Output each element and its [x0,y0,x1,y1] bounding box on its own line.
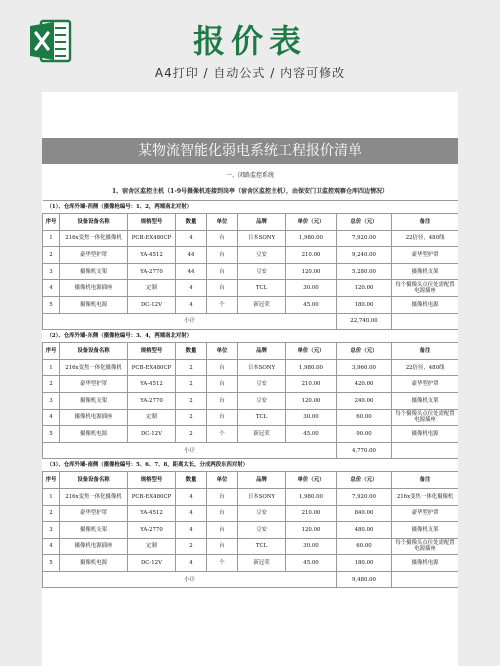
table-cell[interactable]: 台 [207,505,238,522]
table-cell[interactable]: 豪华型护罩 [392,247,459,264]
column-header[interactable]: 设备设备名称 [60,214,128,231]
table-cell[interactable]: 台 [207,538,238,555]
table-cell[interactable]: 1 [43,230,60,247]
column-header[interactable]: 数量 [176,343,207,360]
table-cell[interactable]: 台 [207,488,238,505]
column-header[interactable]: 单位 [207,472,238,489]
table-cell[interactable]: 台 [207,392,238,409]
table-row [43,296,459,313]
table-row [43,376,459,393]
column-header[interactable]: 序号 [43,472,60,489]
table-cell[interactable]: 9,240.00 [337,247,392,264]
table-cell[interactable]: PCB-EX480CP [128,488,176,505]
table-cell[interactable]: 5 [43,426,60,443]
table-cell[interactable]: 3,960.00 [337,359,392,376]
table-cell[interactable]: 4 [176,280,207,297]
table-cell[interactable]: 摄像机电源 [392,426,459,443]
table-cell[interactable]: 2 [176,538,207,555]
table-cell[interactable]: 摄像机支架 [60,392,128,409]
column-header[interactable]: 规格型号 [128,214,176,231]
table-cell[interactable]: 摄像机电源 [392,555,459,572]
table-cell[interactable]: 1,980.00 [286,488,337,505]
column-header[interactable]: 单价（元） [286,343,337,360]
table-cell[interactable]: 5 [43,555,60,572]
table-cell[interactable]: DC-12V [128,555,176,572]
table-cell[interactable]: 2 [176,359,207,376]
table-cell[interactable]: 4 [176,522,207,539]
group-title[interactable]: （1）、仓库外墙-西侧（摄像枪编号：1、2，两端南北对射） [43,201,459,214]
table-cell[interactable]: 216x变焦一体化摄像机 [60,488,128,505]
table-cell[interactable]: YA-2770 [128,392,176,409]
column-header[interactable]: 单价（元） [286,214,337,231]
quote-table [42,200,458,588]
table-cell[interactable]: 30.00 [286,280,337,297]
table-cell[interactable]: 7,920.00 [337,488,392,505]
column-header-row [43,214,459,231]
table-cell[interactable]: 日本SONY [238,230,286,247]
table-cell[interactable]: 4 [176,488,207,505]
table-cell[interactable]: 45.00 [286,426,337,443]
table-cell[interactable]: 豪华型护罩 [60,376,128,393]
table-cell[interactable]: 120.00 [286,263,337,280]
column-header[interactable]: 序号 [43,214,60,231]
table-cell[interactable]: 新冠荣 [238,555,286,572]
table-cell[interactable]: 216x变焦一体化摄像机 [392,488,459,505]
table-row [43,359,459,376]
column-header-row [43,343,459,360]
table-cell[interactable]: 每个摄像头点位处需配置电源插座 [392,538,459,555]
column-header[interactable]: 备注 [392,343,459,360]
page-subtitle: A4打印 / 自动公式 / 内容可修改 [154,66,346,80]
table-cell[interactable]: 摄像机支架 [392,263,459,280]
column-header[interactable]: 规格型号 [128,472,176,489]
table-cell[interactable]: 480.00 [337,522,392,539]
table-cell[interactable]: 个 [207,555,238,572]
table-cell[interactable]: TCL [238,538,286,555]
table-cell[interactable]: 45.00 [286,555,337,572]
table-cell[interactable]: 摄像机电源插座 [60,280,128,297]
table-row [43,247,459,264]
table-cell[interactable]: YA-4512 [128,247,176,264]
table-cell[interactable]: TCL [238,280,286,297]
group-title-row [43,201,459,214]
table-cell[interactable]: 216x变焦一体化摄像机 [60,230,128,247]
table-cell[interactable]: 3 [43,263,60,280]
group-title[interactable]: （3）、仓库外墙-南侧（摄像枪编号：5、6、7、8，距离太长，分成两段东西对射） [43,459,459,472]
table-cell[interactable]: 1 [43,488,60,505]
table-cell[interactable]: 120.00 [286,392,337,409]
table-cell[interactable]: 60.00 [337,538,392,555]
table-cell[interactable]: 豪华型护罩 [392,505,459,522]
table-cell[interactable]: 1 [43,359,60,376]
table-cell[interactable]: 定制 [128,409,176,426]
subtotal-value[interactable]: 9,480.00 [337,571,392,588]
table-cell[interactable]: 4 [176,555,207,572]
table-cell[interactable]: 台 [207,359,238,376]
table-cell[interactable]: 3 [43,522,60,539]
table-row [43,505,459,522]
table-cell[interactable]: 定制 [128,538,176,555]
table-cell[interactable]: 豪华型护罩 [60,247,128,264]
table-cell[interactable]: 台 [207,522,238,539]
table-cell[interactable]: 摄像机电源 [60,555,128,572]
column-header[interactable]: 品牌 [238,214,286,231]
table-cell[interactable]: 210.00 [286,247,337,264]
table-cell[interactable]: 摄像机支架 [60,263,128,280]
table-row [43,280,459,297]
table-cell[interactable]: TCL [238,409,286,426]
table-cell[interactable]: 4 [43,409,60,426]
spreadsheet-sheet [42,92,458,666]
column-header[interactable]: 设备设备名称 [60,472,128,489]
table-cell[interactable]: 120.00 [337,280,392,297]
table-cell[interactable]: 2 [176,376,207,393]
table-cell[interactable]: 22倍径，480线 [392,359,459,376]
table-cell[interactable]: 新冠荣 [238,426,286,443]
table-cell[interactable]: 840.00 [337,505,392,522]
table-cell[interactable]: 90.00 [337,426,392,443]
table-cell[interactable]: 420.00 [337,376,392,393]
subtotal-value[interactable]: 4,770.00 [337,442,392,459]
subtotal-value[interactable]: 22,740.00 [337,313,392,330]
table-cell[interactable]: 7,920.00 [337,230,392,247]
subtotal-label[interactable]: 小计 [43,313,337,330]
table-cell[interactable]: 摄像机电源 [60,426,128,443]
table-cell[interactable]: 个 [207,426,238,443]
table-cell[interactable]: 2 [176,426,207,443]
column-header[interactable]: 总价（元） [337,472,392,489]
table-cell[interactable]: 定制 [128,280,176,297]
table-cell[interactable]: 30.00 [286,538,337,555]
section-title: 一、闭路监控系统 [225,172,274,179]
table-cell[interactable]: YA-4512 [128,505,176,522]
table-cell[interactable]: 台 [207,263,238,280]
table-cell[interactable]: 2 [43,247,60,264]
table-cell[interactable]: 摄像机电源 [60,296,128,313]
table-cell[interactable]: 45.00 [286,296,337,313]
table-row [43,263,459,280]
table-cell[interactable]: 摄像机支架 [392,522,459,539]
column-header[interactable]: 总价（元） [337,343,392,360]
table-cell[interactable]: YA-2770 [128,263,176,280]
table-cell[interactable]: 2 [43,376,60,393]
table-cell[interactable]: 180.00 [337,555,392,572]
table-cell[interactable]: 4 [43,280,60,297]
table-cell[interactable]: 台 [207,230,238,247]
column-header[interactable]: 设备设备名称 [60,343,128,360]
table-cell[interactable]: 4 [176,296,207,313]
table-cell[interactable]: 豆安 [238,505,286,522]
subtotal-label[interactable]: 小计 [43,571,337,588]
column-header[interactable]: 单位 [207,343,238,360]
table-cell[interactable]: 216x变焦一体化摄像机 [60,359,128,376]
table-cell[interactable]: YA-4512 [128,376,176,393]
column-header[interactable]: 品牌 [238,472,286,489]
table-cell[interactable]: 日本SONY [238,359,286,376]
column-header[interactable]: 数量 [176,214,207,231]
subtotal-label[interactable]: 小计 [43,442,337,459]
preview-header [0,0,500,92]
column-header[interactable]: 总价（元） [337,214,392,231]
table-cell[interactable]: 个 [207,296,238,313]
table-cell[interactable]: PCB-EX480CP [128,230,176,247]
table-cell[interactable]: 3 [43,392,60,409]
subtotal-row [43,442,459,459]
subsection-title: 1、宿舍区监控主机（1-9号摄像机连接到岗亭（宿舍区监控主机），由保安门卫监控观察仓库四边情况） [111,188,389,195]
table-cell[interactable]: YA-2770 [128,522,176,539]
table-row [43,230,459,247]
quote-banner: 某物流智能化弱电系统工程报价清单 [42,138,458,164]
table-row [43,392,459,409]
table-cell[interactable]: 豆安 [238,392,286,409]
table-row [43,522,459,539]
table-cell[interactable]: 摄像机电源插座 [60,538,128,555]
table-cell[interactable]: 210.00 [286,505,337,522]
column-header[interactable]: 规格型号 [128,343,176,360]
column-header[interactable]: 品牌 [238,343,286,360]
table-cell[interactable]: 1,980.00 [286,359,337,376]
table-cell[interactable]: 240.00 [337,392,392,409]
table-cell[interactable]: 台 [207,280,238,297]
table-cell[interactable]: 2 [176,409,207,426]
table-cell[interactable]: 210.00 [286,376,337,393]
group-title-row [43,330,459,343]
table-cell[interactable]: 180.00 [337,296,392,313]
subtotal-note[interactable] [392,571,459,588]
table-cell[interactable]: 4 [43,538,60,555]
table-cell[interactable]: 豆安 [238,247,286,264]
table-cell[interactable]: DC-12V [128,296,176,313]
table-cell[interactable]: 台 [207,376,238,393]
table-cell[interactable]: 每个摄像头点位处需配置电源插座 [392,409,459,426]
table-cell[interactable]: 120.00 [286,522,337,539]
column-header[interactable]: 备注 [392,214,459,231]
table-cell[interactable]: DC-12V [128,426,176,443]
group-title[interactable]: （2）、仓库外墙-东侧（摄像枪编号：3、4，两端南北对射） [43,330,459,343]
subtotal-row [43,313,459,330]
table-cell[interactable]: 30.00 [286,409,337,426]
table-cell[interactable]: 5 [43,296,60,313]
column-header[interactable]: 单价（元） [286,472,337,489]
subtotal-row [43,571,459,588]
table-cell[interactable]: 豆安 [238,376,286,393]
table-row [43,538,459,555]
table-cell[interactable]: 台 [207,409,238,426]
table-cell[interactable]: 44 [176,263,207,280]
table-cell[interactable]: 豪华型护罩 [60,505,128,522]
table-row [43,409,459,426]
table-row [43,555,459,572]
table-cell[interactable]: 摄像机支架 [60,522,128,539]
table-cell[interactable]: 摄像机电源插座 [60,409,128,426]
table-cell[interactable]: 2 [43,505,60,522]
table-cell[interactable]: 每个摄像头点位处需配置电源插座 [392,280,459,297]
table-cell[interactable]: 日本SONY [238,488,286,505]
table-cell[interactable]: 新冠荣 [238,296,286,313]
table-cell[interactable]: PCB-EX480CP [128,359,176,376]
table-cell[interactable]: 摄像机电源 [392,296,459,313]
table-cell[interactable]: 44 [176,247,207,264]
table-cell[interactable]: 22倍径，480线 [392,230,459,247]
table-cell[interactable]: 5,280.00 [337,263,392,280]
group-title-row [43,459,459,472]
subtotal-note[interactable] [392,313,459,330]
column-header[interactable]: 数量 [176,472,207,489]
table-row [43,488,459,505]
column-header[interactable]: 序号 [43,343,60,360]
column-header[interactable]: 备注 [392,472,459,489]
table-cell[interactable]: 2 [176,392,207,409]
table-cell[interactable]: 1,980.00 [286,230,337,247]
table-cell[interactable]: 豆安 [238,263,286,280]
table-cell[interactable]: 豆安 [238,522,286,539]
table-cell[interactable]: 豪华型护罩 [392,376,459,393]
table-cell[interactable]: 4 [176,230,207,247]
table-cell[interactable]: 60.00 [337,409,392,426]
page-title: 报价表 [192,22,307,60]
table-cell[interactable]: 4 [176,505,207,522]
table-cell[interactable]: 摄像机支架 [392,392,459,409]
table-cell[interactable]: 台 [207,247,238,264]
subtotal-note[interactable] [392,442,459,459]
column-header-row [43,472,459,489]
table-row [43,426,459,443]
column-header[interactable]: 单位 [207,214,238,231]
